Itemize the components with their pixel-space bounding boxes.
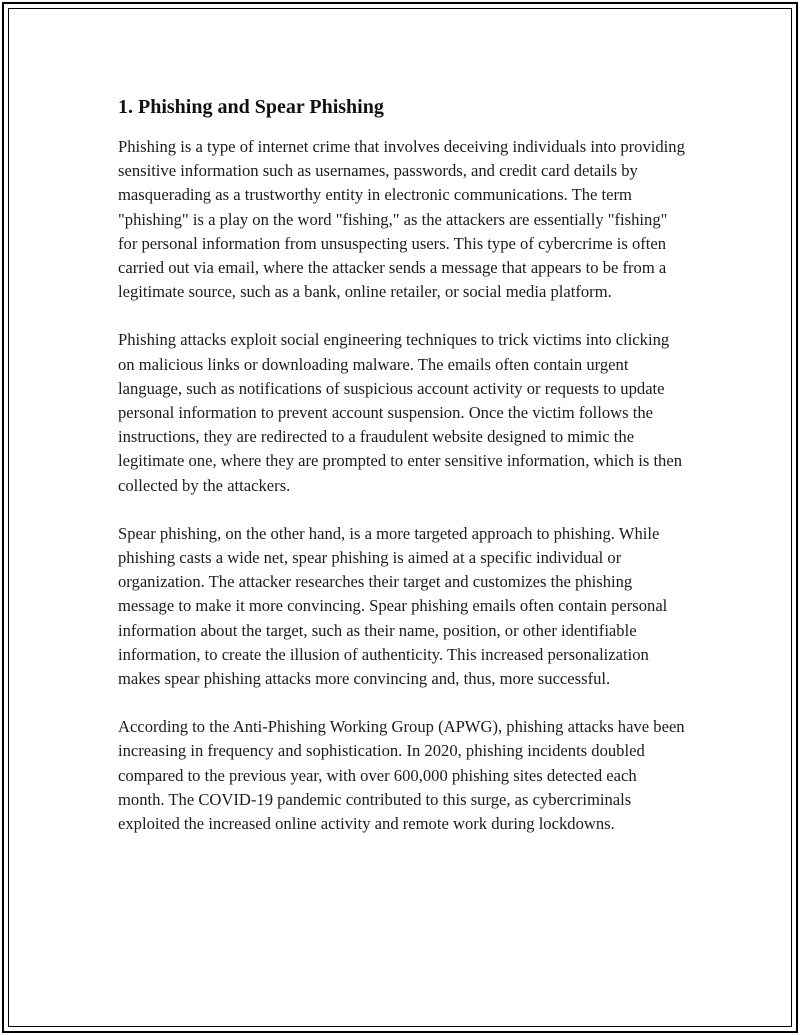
document-body <box>118 93 686 860</box>
paragraph-spear-phishing: Spear phishing, on the other hand, is a more targeted approach to phishing. While phishing casts a wide net, spear phishing is aimed at a specific individual or organization. The attacker researches their target and customizes the phishing message to make it more convincing. Spear phishing emails often contain personal information about the target, such as their name, position, or other identifiable information, to create the illusion of authenticity. This increased personalization makes spear phishing attacks more convincing and, thus, more successful. <box>118 523 668 689</box>
paragraph-phishing-definition: Phishing is a type of internet crime that involves deceiving individuals into providing sensitive information such as usernames, passwords, and credit card details by masquerading as a trustworthy entity in electronic communications. The term "phishing" is a play on the word "fishing," as the attackers are essentially "fishing" for personal information from unsuspecting users. This type of cybercrime is often carried out via email, where the attacker sends a message that appears to be from a legitimate source, such as a bank, online retailer, or social media platform. <box>118 137 685 302</box>
paragraph-phishing-techniques: Phishing attacks exploit social engineering techniques to trick victims into clicking on malicious links or downloading malware. The emails often contain urgent language, such as notifications of suspicious account activity or requests to update personal information to prevent account suspension. Once the victim follows the instructions, they are redirected to a fraudulent website designed to mimic the legitimate one, where they are prompted to enter sensitive information, which is then collected by the attackers. <box>118 330 683 495</box>
paragraph-apwg-statistics: According to the Anti-Phishing Working Group (APWG), phishing attacks have been increasing in frequency and sophistication. In 2020, phishing incidents doubled compared to the previous year, with over 600,000 phishing sites detected each month. The COVID-19 pandemic contributed to this surge, as cybercriminals exploited the increased online activity and remote work during lockdowns. <box>118 717 685 834</box>
section-title: 1. Phishing and Spear Phishing <box>118 96 384 118</box>
